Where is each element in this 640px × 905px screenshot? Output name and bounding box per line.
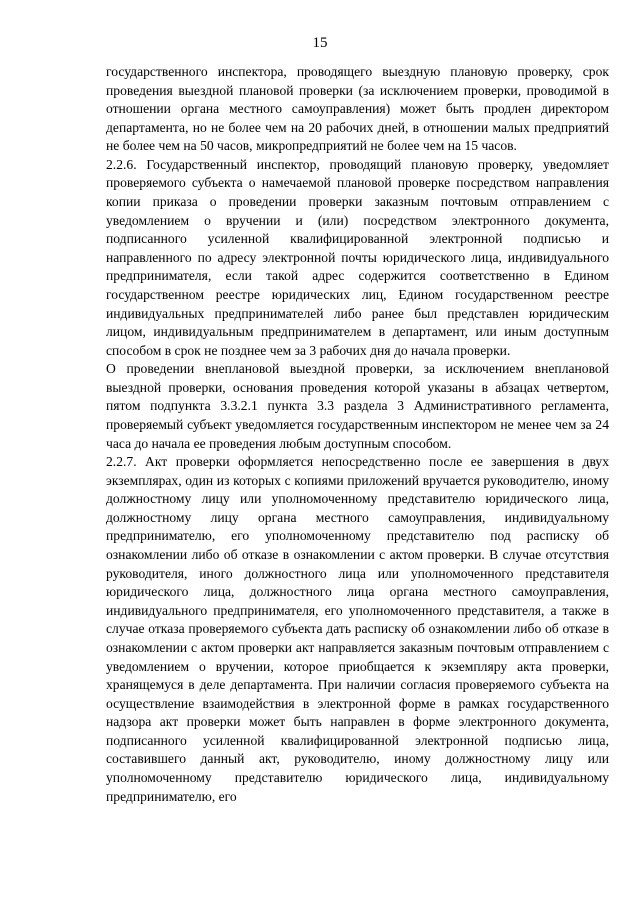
paragraph-2-2-7: 2.2.7. Акт проверки оформляется непосредственно после ее завершения в двух экземплярах, один из которых с копиями приложений вручается руководителю, иному должностному лицу или уполномоченному представителю юридического лица, должностному лицу органа местного самоуправления, индивидуальному предпринимателю, его уполномоченному представителю под расписку об ознакомлении либо об отказе в ознакомлении с актом проверки. В случае отсутствия руководителя, иного должностного лица или уполномоченного представителя юридического лица, должностного лица органа местного самоуправления, индивидуального предпринимателя, его уполномоченного представителя, а также в случае отказа проверяемого субъекта дать расписку об ознакомлении либо об отказе в ознакомлении с актом проверки акт направляется заказным почтовым отправлением с уведомлением о вручении, которое приобщается к экземпляру акта проверки, хранящемуся в деле департамента. При наличии согласия проверяемого субъекта на осуществление взаимодействия в электронной форме в рамках государственного надзора акт проверки может быть направлен в форме электронного документа, подписанного усиленной квалифицированной электронной подписью лица, составившего данный акт, руководителю, иному должностному лицу или уполномоченному представителю юридического лица, индивидуальному предпринимателю, его	[106, 454, 609, 804]
page-number: 15	[312, 35, 328, 51]
paragraph-unscheduled-inspection: О проведении внеплановой выездной проверки, за исключением внеплановой выездной проверки, основания проведения которой указаны в абзацах четвертом, пятом подпункта 3.3.2.1 пункта 3.3 раздела 3 Административного регламента, проверяемый субъект уведомляется государственным инспектором не менее чем за 24 часа до начала ее проведения любым доступным способом.	[106, 361, 609, 451]
paragraph-2-2-6: 2.2.6. Государственный инспектор, проводящий плановую проверку, уведомляет проверяемого субъекта о намечаемой плановой проверке посредством направления копии приказа о проведении проверки заказным почтовым отправлением с уведомлением о вручении и (или) посредством электронного документа, подписанного усиленной квалифицированной электронной подписью и направленного по адресу электронной почты юридического лица, индивидуального предпринимателя, если такой адрес содержится соответственно в Едином государственном реестре юридических лиц, Едином государственном реестре индивидуальных предпринимателей либо ранее был представлен юридическим лицом, индивидуальным предпринимателем в департамент, или иным доступным способом в срок не позднее чем за 3 рабочих дня до начала проверки.	[106, 156, 609, 358]
body-text	[106, 63, 609, 806]
paragraph-continuation: государственного инспектора, проводящего выездную плановую проверку, срок проведения выездной плановой проверки (за исключением проверки, проводимой в отношении органа местного самоуправления) может быть продлен директором департамента, но не более чем на 20 рабочих дней, в отношении малых предприятий не более чем на 50 часов, микропредприятий не более чем на 15 часов.	[106, 64, 609, 154]
